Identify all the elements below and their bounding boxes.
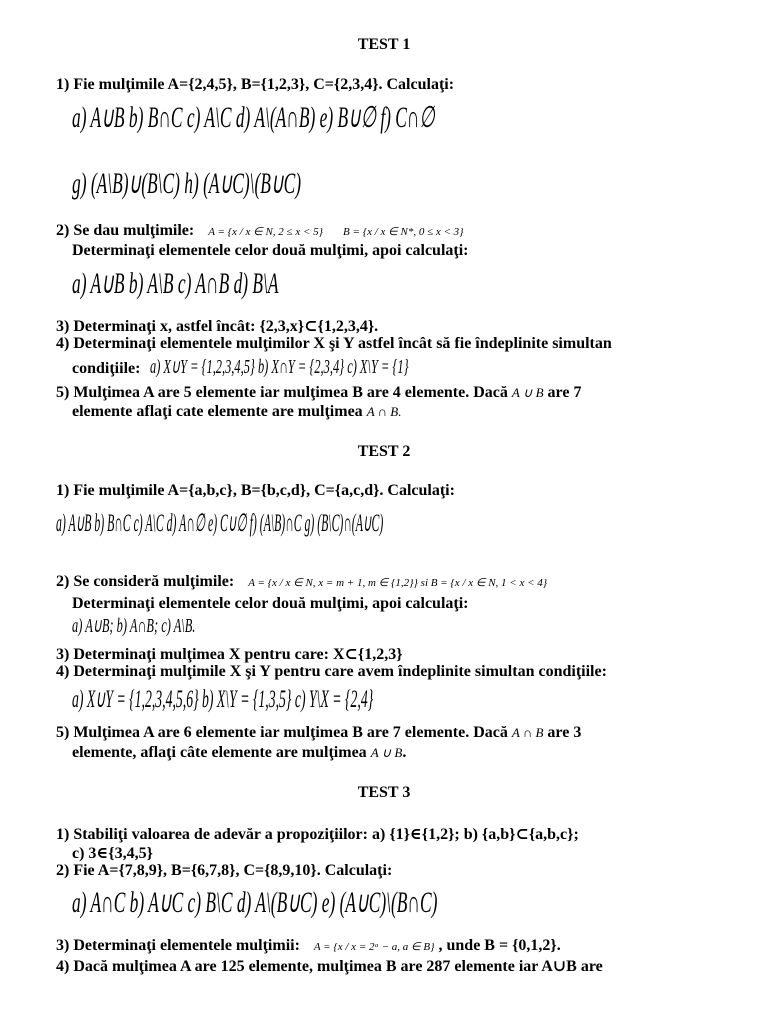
test2-problem4: 4) Determinaţi mulţimile X şi Y pentru care avem îndeplinite simultan condiţiile: [56, 663, 607, 680]
problem-text: 5) Mulţimea A are 6 elemente iar mulţimea B are 7 elemente. Dacă [56, 724, 508, 741]
period: . [402, 744, 407, 761]
test2-problem1: 1) Fie mulţimile A={a,b,c}, B={b,c,d}, C={a,c,d}. Calculaţi: [56, 482, 455, 499]
test1-problem5 [56, 384, 581, 402]
test3-problem2: 2) Fie A={7,8,9}, B={6,7,8}, C={8,9,10}. Calculaţi: [56, 862, 393, 879]
math-expression: a) X∪Y = {1,2,3,4,5} b) X∩Y = {2,3,4} c) X\Y = {1} [150, 356, 409, 378]
set-b-definition: B = {x / x ∈ N*, 0 ≤ x < 3} [343, 226, 464, 238]
test3-problem4: 4) Dacă mulţimea A are 125 elemente, mulţimea B are 287 elemente iar A∪B are [56, 958, 603, 975]
problem-text: elemente, aflaţi câte elemente are mulţimea [72, 744, 367, 761]
math-expression: a) X∪Y = {1,2,3,4,5,6} b) X\Y = {1,3,5} c) Y\X = {2,4} [72, 686, 374, 713]
test3-problem2-expressions [72, 885, 702, 920]
math-union: A ∪ B [511, 385, 544, 400]
problem-label: 2) Se consideră mulţimile: [56, 573, 235, 590]
math-expression: g) (A\B)∪(B\C) h) (A∪C)\(B∪C) [72, 167, 302, 200]
test2-problem1-expressions [56, 508, 752, 538]
test1-problem3: 3) Determinaţi x, astfel încât: {2,3,x}⊂{1,2,3,4}. [56, 318, 379, 335]
math-expression: a) A∪B b) A\B c) A∩B d) B\A [72, 267, 279, 300]
test2-problem5-cont [72, 744, 406, 762]
test1-problem4: 4) Determinaţi elementele mulţimilor X şi Y astfel încât să fie îndeplinite simultan [56, 335, 612, 352]
test2-problem2 [56, 573, 547, 591]
test2-title: TEST 2 [357, 443, 411, 460]
problem-text: 5) Mulţimea A are 5 elemente iar mulţimea B are 4 elemente. Dacă [56, 384, 508, 401]
test1-problem4-conditions [72, 354, 567, 379]
problem-label: 3) Determinaţi elementele mulţimii: [56, 937, 300, 954]
problem-text: are 3 [547, 724, 582, 741]
math-expression: a) A∪B; b) A∩B; c) A\B. [72, 615, 196, 637]
problem-text: , unde B = {0,1,2}. [438, 937, 561, 954]
test1-problem5-cont [72, 403, 401, 421]
test1-title: TEST 1 [357, 36, 411, 53]
test1-problem2-expressions [72, 266, 428, 301]
test3-problem1-cont: c) 3∈{3,4,5} [72, 845, 153, 862]
test1-problem2 [56, 222, 464, 240]
problem-text: are 7 [547, 384, 582, 401]
math-expression: a) A∪B b) B∩C c) A\C d) A\(A∩B) e) B∪∅ f) C∩∅ [72, 101, 435, 134]
test2-problem5 [56, 724, 581, 742]
test2-problem3: 3) Determinaţi mulţimea X pentru care: X⊂{1,2,3} [56, 646, 403, 663]
math-expression: a) A∩C b) A∪C c) B\C d) A\(B∪C) e) (A∪C)\(B∩C) [72, 886, 438, 919]
test2-problem4-expressions [72, 684, 620, 714]
test3-problem1: 1) Stabiliţi valoarea de adevăr a propoziţiilor: a) {1}∈{1,2}; b) {a,b}⊂{a,b,c}; [56, 826, 579, 843]
math-intersection: A ∩ B. [366, 404, 402, 419]
test1-problem1: 1) Fie mulţimile A={2,4,5}, B={1,2,3}, C={2,3,4}. Calculaţi: [56, 76, 455, 93]
test2-problem2-expressions [72, 613, 271, 638]
test1-problem1-expressions [72, 100, 697, 135]
problem-label: 2) Se dau mulţimile: [56, 222, 195, 239]
set-a-definition: A = {x / x ∈ N, 2 ≤ x < 5} [208, 226, 324, 238]
problem-text: elemente aflaţi cate elemente are mulţimea [72, 403, 363, 420]
test3-problem3 [56, 937, 561, 955]
test2-problem2-instruction: Determinaţi elementele celor două mulţimi, apoi calculaţi: [72, 595, 469, 612]
test1-problem2-instruction: Determinaţi elementele celor două mulţimi, apoi calculaţi: [72, 242, 469, 259]
math-expression: a) A∪B b) B∩C c) A\C d) A∩∅ e) C∪∅ f) (A\B)∩C g) (B\C)∩(A∪C) [56, 510, 384, 537]
sets-definition: A = {x / x ∈ N, x = m + 1, m ∈ {1,2}} si B = {x / x ∈ N, 1 < x < 4} [248, 577, 548, 589]
problem-label: condiţiile: [72, 360, 141, 377]
test3-title: TEST 3 [357, 784, 411, 801]
test1-problem1-expressions-2 [72, 166, 467, 201]
math-intersection: A ∩ B [511, 725, 544, 740]
set-definition: A = {x / x = 2ᵃ − a, a ∈ B} [313, 941, 435, 953]
math-union: A ∪ B [370, 745, 403, 760]
